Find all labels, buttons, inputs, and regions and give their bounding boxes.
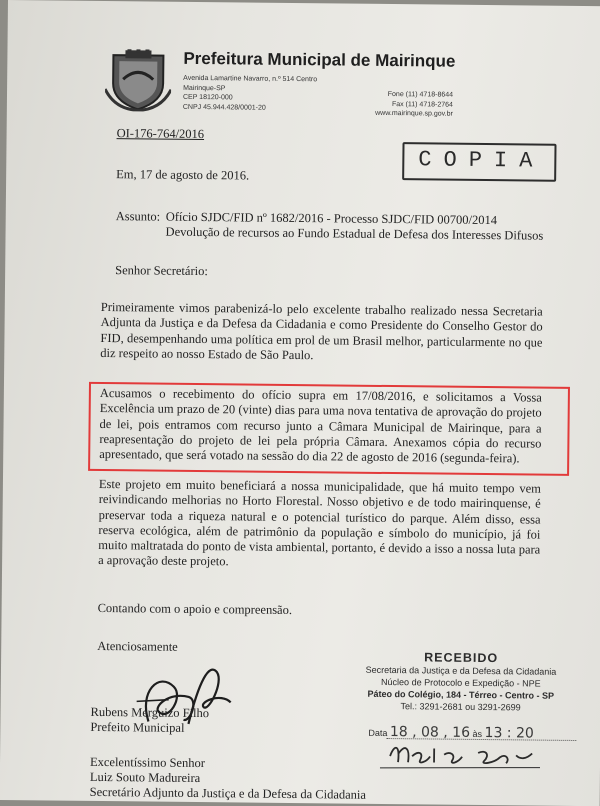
copy-stamp-text: COPIA (418, 147, 545, 174)
received-stamp-line: Páteo do Colégio, 184 - Térreo - Centro - SP (367, 688, 555, 701)
addressee-line: Secretário Adjunto da Justiça e da Defesa da Cidadania (89, 784, 367, 802)
date-line: Em, 17 de agosto de 2016. (116, 167, 250, 183)
address-line: Avenida Lamartine Navarro, n.º 514 Centro (183, 74, 318, 84)
hour-label: às (472, 728, 483, 740)
closing-support: Contando com o apoio e compreensão. (97, 600, 293, 618)
received-stamp-title: RECEBIDO (424, 650, 499, 666)
reference-number: OI-176-764/2016 (116, 126, 205, 142)
closing: Atenciosamente (97, 638, 178, 654)
subject-label: Assunto: (115, 209, 161, 224)
signer-title: Prefeito Municipal (90, 719, 185, 735)
time-value: 13 : 20 (484, 725, 534, 742)
fax: Fax (11) 4718-2764 (391, 100, 453, 109)
address-line: Mairinque-SP (183, 84, 226, 92)
date-value: 18 , 08 , 16 (389, 724, 471, 741)
website: www.mairinque.sp.gov.br (375, 110, 453, 118)
address-line: CEP 18120-000 (182, 94, 233, 102)
subject-line: Devolução de recursos ao Fundo Estadual de Defesa dos Interesses Difusos (165, 224, 544, 243)
received-stamp-line: Núcleo de Protocolo e Expedição - NPE (381, 676, 541, 689)
org-name: Prefeitura Municipal de Mairinque (183, 48, 456, 71)
contact-block (363, 90, 453, 120)
receiver-signature (360, 734, 560, 776)
subject-line: Ofício SJDC/FID nº 1682/2016 - Processo SJDC/FID 00700/2014 (165, 209, 498, 228)
highlight-box (88, 382, 570, 476)
phone: Fone (11) 4718-8644 (387, 90, 454, 99)
received-stamp-line: Secretaria da Justiça e da Defesa da Cidadania (365, 664, 557, 677)
date-label: Data (368, 727, 388, 739)
address-line: CNPJ 45.944.428/0001-20 (182, 103, 266, 112)
subject-block (165, 210, 545, 245)
signer-name: Rubens Merguizo Filho (90, 704, 210, 721)
paragraph-3: Este projeto em muito beneficiará a nossa municipalidade, que há muito tempo vem reivindicando melhorias no Horto Florestal. Nosso objetivo e de todo mairinquense, é preservar toda a riqueza natural e o potencial turístico do parque. Além disso, essa reserva ecológica, além de patrimônio da população e símbolo do município, já foi muito maltratada do ponto de vista ambiental, portanto, é devido a isso a nossa luta para a aprovação deste projeto. (98, 476, 541, 569)
received-stamp-line: Tel.: 3291-2681 ou 3291-2699 (400, 701, 521, 713)
address-block (183, 74, 317, 114)
paragraph-1: Primeiramente vimos parabenizá-lo pelo excelente trabalho realizado nessa Secretaria Adjunta da Justiça e da Defesa da Cidadania e como Presidente do Conselho Gestor do FID, desempenhando uma política em prol de um Brasil melhor, particularmente no que diz respeito ao nosso Estado de São Paulo. (100, 299, 543, 363)
addressee-line: Excelentíssimo Senhor (89, 754, 206, 771)
municipal-crest-icon (105, 49, 172, 112)
received-stamp (331, 649, 592, 714)
paragraph-2: Acusamos o recebimento do ofício supra em 17/08/2016, e solicitamos a Vossa Excelência um prazo de 20 (vinte) dias para uma nova tentativa de aprovação do projeto de lei, pois entramos com recurso junto a Câmara Municipal de Mairinque, para a reapresentação do projeto de lei pela própria Câmara. Anexamos cópia do recurso apresentado, que será votado na sessão do dia 22 de agosto de 2016 (segunda-feira). (99, 385, 542, 466)
addressee-line: Luiz Souto Madureira (89, 769, 201, 786)
copy-stamp (402, 142, 556, 182)
salutation: Senhor Secretário: (115, 263, 208, 279)
